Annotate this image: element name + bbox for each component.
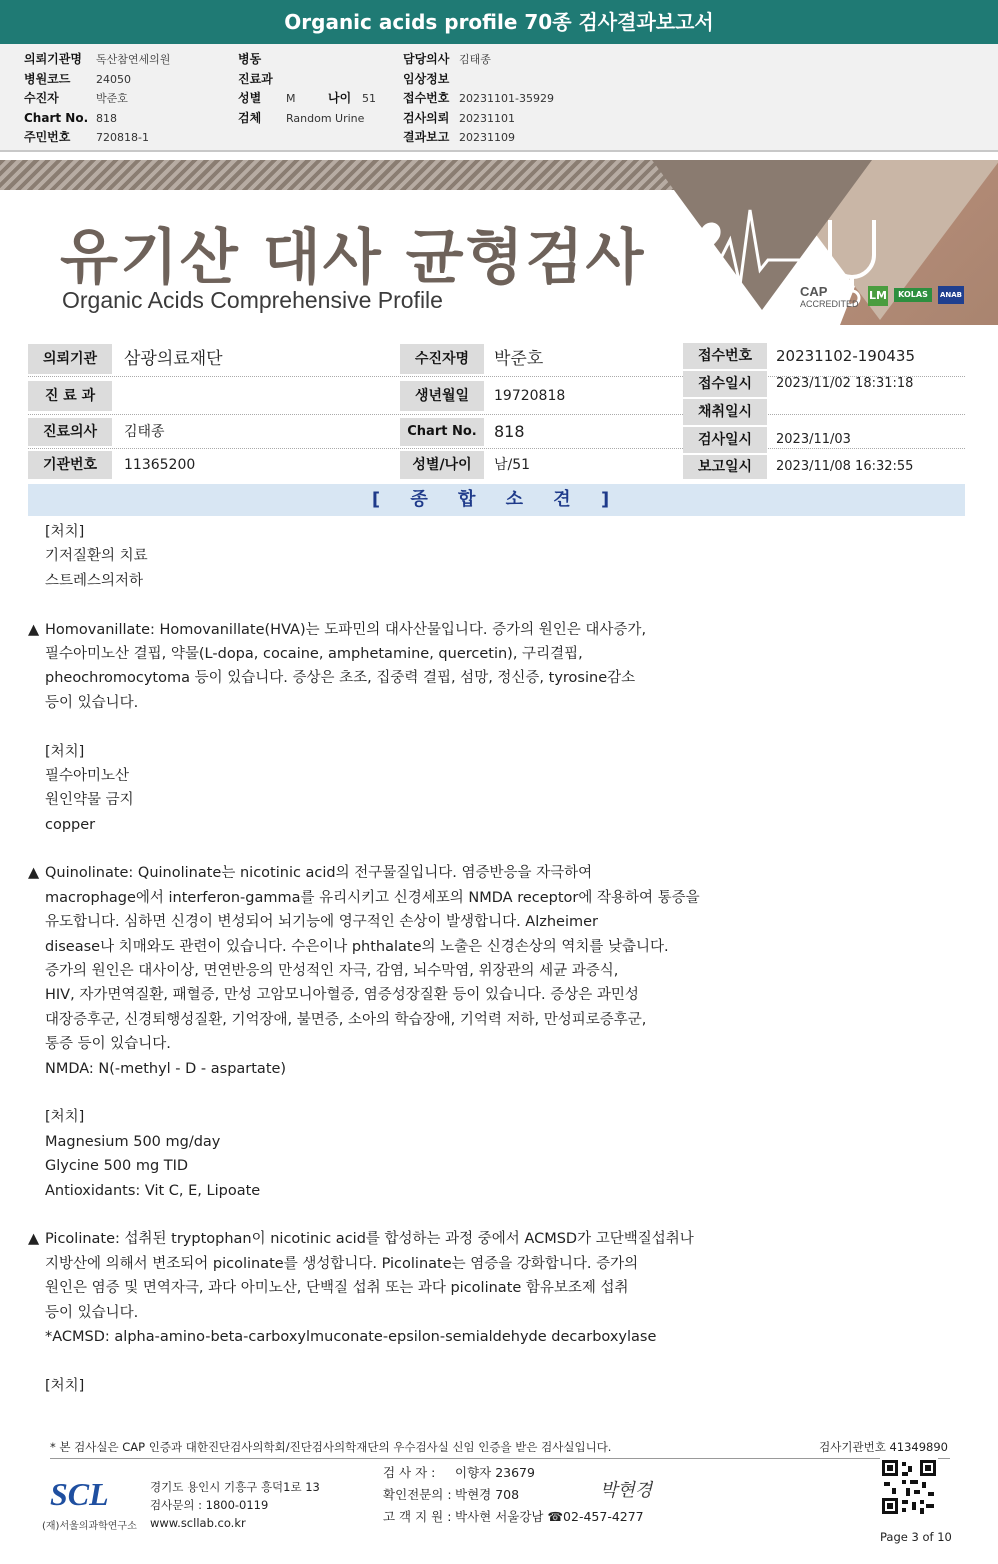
info-value: 720818-1 bbox=[96, 131, 149, 144]
accreditation-logos bbox=[800, 284, 970, 310]
specialist-label: 확인전문의 : bbox=[383, 1487, 452, 1502]
dept-label: 진 료 과 bbox=[28, 381, 112, 411]
summary-section-title: [ 종 합 소 견 ] bbox=[28, 484, 965, 516]
cap-logo-subtext: ACCREDITED bbox=[800, 299, 859, 309]
summary-text: HIV, 자가면역질환, 패혈증, 만성 고암모니아혈증, 염증성장질환 등이 있습니다. 증상은 과민성 bbox=[45, 987, 639, 1004]
tester-label: 검 사 자 : bbox=[383, 1465, 436, 1480]
info-label: 담당의사 bbox=[403, 52, 450, 66]
institution-no-value: 11365200 bbox=[124, 457, 196, 473]
accreditation-notice: * 본 검사실은 CAP 인증과 대한진단검사의학회/진단검사의학재단의 우수검사실 신임 인증을 받은 검사실입니다. bbox=[50, 1440, 612, 1454]
summary-text: 등이 있습니다. bbox=[45, 1304, 139, 1321]
summary-text: disease나 치매와도 관련이 있습니다. 수은이나 phthalate의 노출은 신경손상의 역치를 낮춥니다. bbox=[45, 938, 669, 955]
report-title-korean: 유기산 대사 균형검사 bbox=[60, 223, 646, 293]
summary-line bbox=[28, 983, 968, 1007]
doctor-label: 진료의사 bbox=[28, 418, 112, 446]
anab-logo: ANAB bbox=[938, 286, 964, 304]
order-info-col1 bbox=[24, 50, 170, 148]
blank-line bbox=[28, 593, 968, 617]
summary-text: pheochromocytoma 등이 있습니다. 증상은 초조, 집중력 결핍, 섬망, 정신증, tyrosine감소 bbox=[45, 670, 636, 687]
summary-line bbox=[28, 1252, 968, 1276]
summary-line bbox=[28, 861, 968, 885]
info-label: 주민번호 bbox=[24, 130, 71, 144]
summary-text: *ACMSD: alpha-amino-beta-carboxylmuconate-epsilon-semialdehyde decarboxylase bbox=[45, 1328, 657, 1345]
summary-text: 지방산에 의해서 변조되어 picolinate를 생성합니다. Picolinate는 염증을 강화합니다. 증가의 bbox=[45, 1255, 639, 1272]
sex-age-label: 성별/나이 bbox=[400, 451, 484, 479]
summary-line bbox=[28, 691, 968, 715]
info-label: 검사의뢰 bbox=[403, 110, 450, 125]
age-value: 51 bbox=[362, 92, 376, 105]
summary-line bbox=[28, 764, 968, 788]
doctor-value: 김태종 bbox=[124, 424, 165, 440]
support-value: 박사현 서울강남 ☎02-457-4277 bbox=[455, 1509, 644, 1524]
summary-line bbox=[28, 1105, 968, 1129]
info-value: 20231109 bbox=[459, 131, 515, 144]
summary-line bbox=[28, 1301, 968, 1325]
summary-line bbox=[28, 1008, 968, 1032]
triangle-bullet-icon: ▲ bbox=[28, 1231, 40, 1248]
age-label: 나이 bbox=[328, 91, 352, 105]
info-label: 진료과 bbox=[238, 71, 273, 86]
summary-text: Homovanillate: Homovanillate(HVA)는 도파민의 대사산물입니다. 증가의 원인은 대사증가, bbox=[45, 621, 647, 638]
institution-value: 삼광의료재단 bbox=[124, 349, 223, 369]
institution-label: 의뢰기관 bbox=[28, 344, 112, 374]
kolas-logo: KOLAS bbox=[894, 288, 932, 302]
summary-text: [처치] bbox=[45, 1377, 85, 1394]
summary-text: 원인은 염증 및 면역자극, 과다 아미노산, 단백질 섭취 또는 과다 picolinate 함유보조제 섭취 bbox=[45, 1280, 629, 1297]
test-date-label: 검사일시 bbox=[683, 427, 767, 453]
summary-line bbox=[28, 666, 968, 690]
summary-text: 증가의 원인은 대사이상, 면연반응의 만성적인 자극, 감염, 뇌수막염, 위장관의 세균 과증식, bbox=[45, 963, 619, 980]
qr-code-icon bbox=[880, 1458, 938, 1516]
summary-text: Glycine 500 mg TID bbox=[45, 1158, 189, 1175]
info-value: Random Urine bbox=[286, 111, 365, 125]
summary-text: 통증 등이 있습니다. bbox=[45, 1036, 171, 1053]
lm-logo: LM bbox=[868, 286, 888, 306]
test-date-value: 2023/11/03 bbox=[776, 432, 851, 447]
specialist-value: 박현경 708 bbox=[455, 1487, 520, 1502]
lab-website: www.scllab.co.kr bbox=[150, 1516, 246, 1530]
cap-logo bbox=[800, 284, 859, 309]
summary-text: [처치] bbox=[45, 743, 85, 760]
page-number: Page 3 of 10 bbox=[880, 1530, 952, 1544]
summary-text: Magnesium 500 mg/day bbox=[45, 1133, 221, 1150]
summary-line bbox=[28, 740, 968, 764]
report-title-english: Organic Acids Comprehensive Profile bbox=[62, 287, 443, 313]
summary-text: 원인약물 금지 bbox=[45, 792, 134, 809]
chart-no-label: Chart No. bbox=[400, 418, 484, 446]
summary-text: 대장증후군, 신경퇴행성질환, 기억장애, 불면증, 소아의 학습장애, 기억력 저하, 만성피로증후군, bbox=[45, 1011, 647, 1028]
scl-logo: SCL bbox=[50, 1476, 109, 1512]
summary-text: NMDA: N(-methyl - D - aspartate) bbox=[45, 1060, 287, 1077]
info-value: 24050 bbox=[96, 72, 131, 86]
order-info-col3 bbox=[403, 50, 554, 148]
sex-age-value: 남/51 bbox=[494, 457, 531, 473]
lab-number: 검사기관번호 41349890 bbox=[819, 1440, 948, 1454]
summary-line bbox=[28, 910, 968, 934]
blank-line bbox=[28, 1203, 968, 1227]
support-label: 고 객 지 원 : bbox=[383, 1509, 452, 1524]
blank-line bbox=[28, 715, 968, 739]
dob-label: 생년월일 bbox=[400, 381, 484, 411]
receipt-date-value: 2023/11/02 18:31:18 bbox=[776, 376, 914, 391]
summary-text: Quinolinate: Quinolinate는 nicotinic acid의 전구물질입니다. 염증반응을 자극하여 bbox=[45, 865, 593, 882]
patient-info-table bbox=[28, 341, 965, 481]
summary-line bbox=[28, 788, 968, 812]
summary-line bbox=[28, 1227, 968, 1251]
summary-line bbox=[28, 1325, 968, 1349]
info-label: Chart No. bbox=[24, 110, 89, 125]
summary-line bbox=[28, 959, 968, 983]
summary-text: 등이 있습니다. bbox=[45, 694, 139, 711]
info-label: 접수번호 bbox=[403, 91, 450, 105]
summary-line bbox=[28, 1130, 968, 1154]
summary-line bbox=[28, 569, 968, 593]
summary-line bbox=[28, 1374, 968, 1398]
summary-line bbox=[28, 1276, 968, 1300]
summary-text: macrophage에서 interferon-gamma를 유리시키고 신경세포의 NMDA receptor에 작용하여 통증을 bbox=[45, 889, 700, 906]
info-value: 박준호 bbox=[96, 92, 128, 105]
stethoscope-icon bbox=[830, 220, 874, 277]
summary-text: [처치] bbox=[45, 524, 85, 540]
info-value: 독산참연세의원 bbox=[96, 53, 171, 66]
lab-address: 경기도 용인시 기흥구 흥덕1로 13 bbox=[150, 1480, 320, 1494]
info-label: 의뢰기관명 bbox=[24, 52, 82, 66]
summary-body bbox=[28, 520, 968, 1398]
info-value: 김태종 bbox=[459, 53, 491, 66]
institution-no-label: 기관번호 bbox=[28, 451, 112, 479]
info-label: 성별 bbox=[238, 91, 262, 105]
summary-line bbox=[28, 544, 968, 568]
info-value: 20231101-35929 bbox=[459, 92, 554, 105]
summary-line bbox=[28, 1057, 968, 1081]
blank-line bbox=[28, 1081, 968, 1105]
heart-icon bbox=[683, 222, 720, 254]
summary-text: 유도합니다. 심하면 신경이 변성되어 뇌기능에 영구적인 손상이 발생합니다. Alzheimer bbox=[45, 914, 599, 931]
dob-value: 19720818 bbox=[494, 388, 566, 404]
summary-text: 필수아미노산 bbox=[45, 767, 130, 784]
order-info-col2 bbox=[238, 50, 376, 128]
summary-line bbox=[28, 618, 968, 642]
report-date-value: 2023/11/08 16:32:55 bbox=[776, 459, 914, 474]
summary-line bbox=[28, 886, 968, 910]
blank-line bbox=[28, 1349, 968, 1373]
receipt-date-label: 접수일시 bbox=[683, 371, 767, 397]
triangle-bullet-icon: ▲ bbox=[28, 865, 40, 882]
lab-phone: 검사문의 : 1800-0119 bbox=[150, 1498, 269, 1512]
summary-text: 스트레스의저하 bbox=[45, 572, 144, 589]
summary-text: Antioxidants: Vit C, E, Lipoate bbox=[45, 1182, 261, 1199]
summary-line bbox=[28, 1032, 968, 1056]
patient-name-label: 수진자명 bbox=[400, 344, 484, 374]
report-banner-title: Organic acids profile 70종 검사결과보고서 bbox=[0, 0, 998, 44]
order-info-panel bbox=[0, 44, 998, 152]
receipt-no-label: 접수번호 bbox=[683, 343, 767, 369]
cap-logo-text: CAP bbox=[800, 284, 828, 299]
blank-line bbox=[28, 837, 968, 861]
info-label: 임상정보 bbox=[403, 71, 450, 86]
summary-line bbox=[28, 1179, 968, 1203]
lab-address-block bbox=[150, 1478, 320, 1532]
scl-logo-subtitle: (재)서울의과학연구소 bbox=[42, 1521, 137, 1532]
triangle-bullet-icon: ▲ bbox=[28, 621, 40, 638]
summary-text: Picolinate: 섭취된 tryptophan이 nicotinic acid를 합성하는 과정 중에서 ACMSD가 고단백질섭취나 bbox=[45, 1231, 694, 1248]
summary-line bbox=[28, 1154, 968, 1178]
receipt-no-value: 20231102-190435 bbox=[776, 347, 916, 365]
info-value: 818 bbox=[96, 111, 117, 125]
summary-text: 필수아미노산 결핍, 약물(L-dopa, cocaine, amphetamine, quercetin), 구리결핍, bbox=[45, 645, 583, 662]
info-label: 병동 bbox=[238, 52, 262, 66]
summary-line bbox=[28, 642, 968, 666]
summary-text: [처치] bbox=[45, 1109, 85, 1126]
collect-date-label: 채취일시 bbox=[683, 399, 767, 425]
summary-text: 기저질환의 치료 bbox=[45, 548, 148, 565]
footer-notice-bar bbox=[50, 1439, 950, 1459]
info-label: 결과보고 bbox=[403, 130, 450, 144]
row-divider bbox=[28, 414, 965, 415]
report-date-label: 보고일시 bbox=[683, 455, 767, 479]
summary-text: copper bbox=[45, 816, 96, 833]
tester-value: 이향자 23679 bbox=[455, 1465, 535, 1480]
patient-name-value: 박준호 bbox=[494, 349, 544, 369]
info-label: 병원코드 bbox=[24, 71, 71, 86]
handwritten-signature: 박현경 bbox=[600, 1480, 653, 1501]
summary-line bbox=[28, 520, 968, 544]
summary-line bbox=[28, 813, 968, 837]
info-label: 검체 bbox=[238, 110, 262, 125]
chart-no-value: 818 bbox=[494, 422, 525, 441]
info-value: M bbox=[286, 92, 296, 105]
summary-line bbox=[28, 935, 968, 959]
info-value: 20231101 bbox=[459, 111, 515, 125]
info-label: 수진자 bbox=[24, 91, 59, 105]
